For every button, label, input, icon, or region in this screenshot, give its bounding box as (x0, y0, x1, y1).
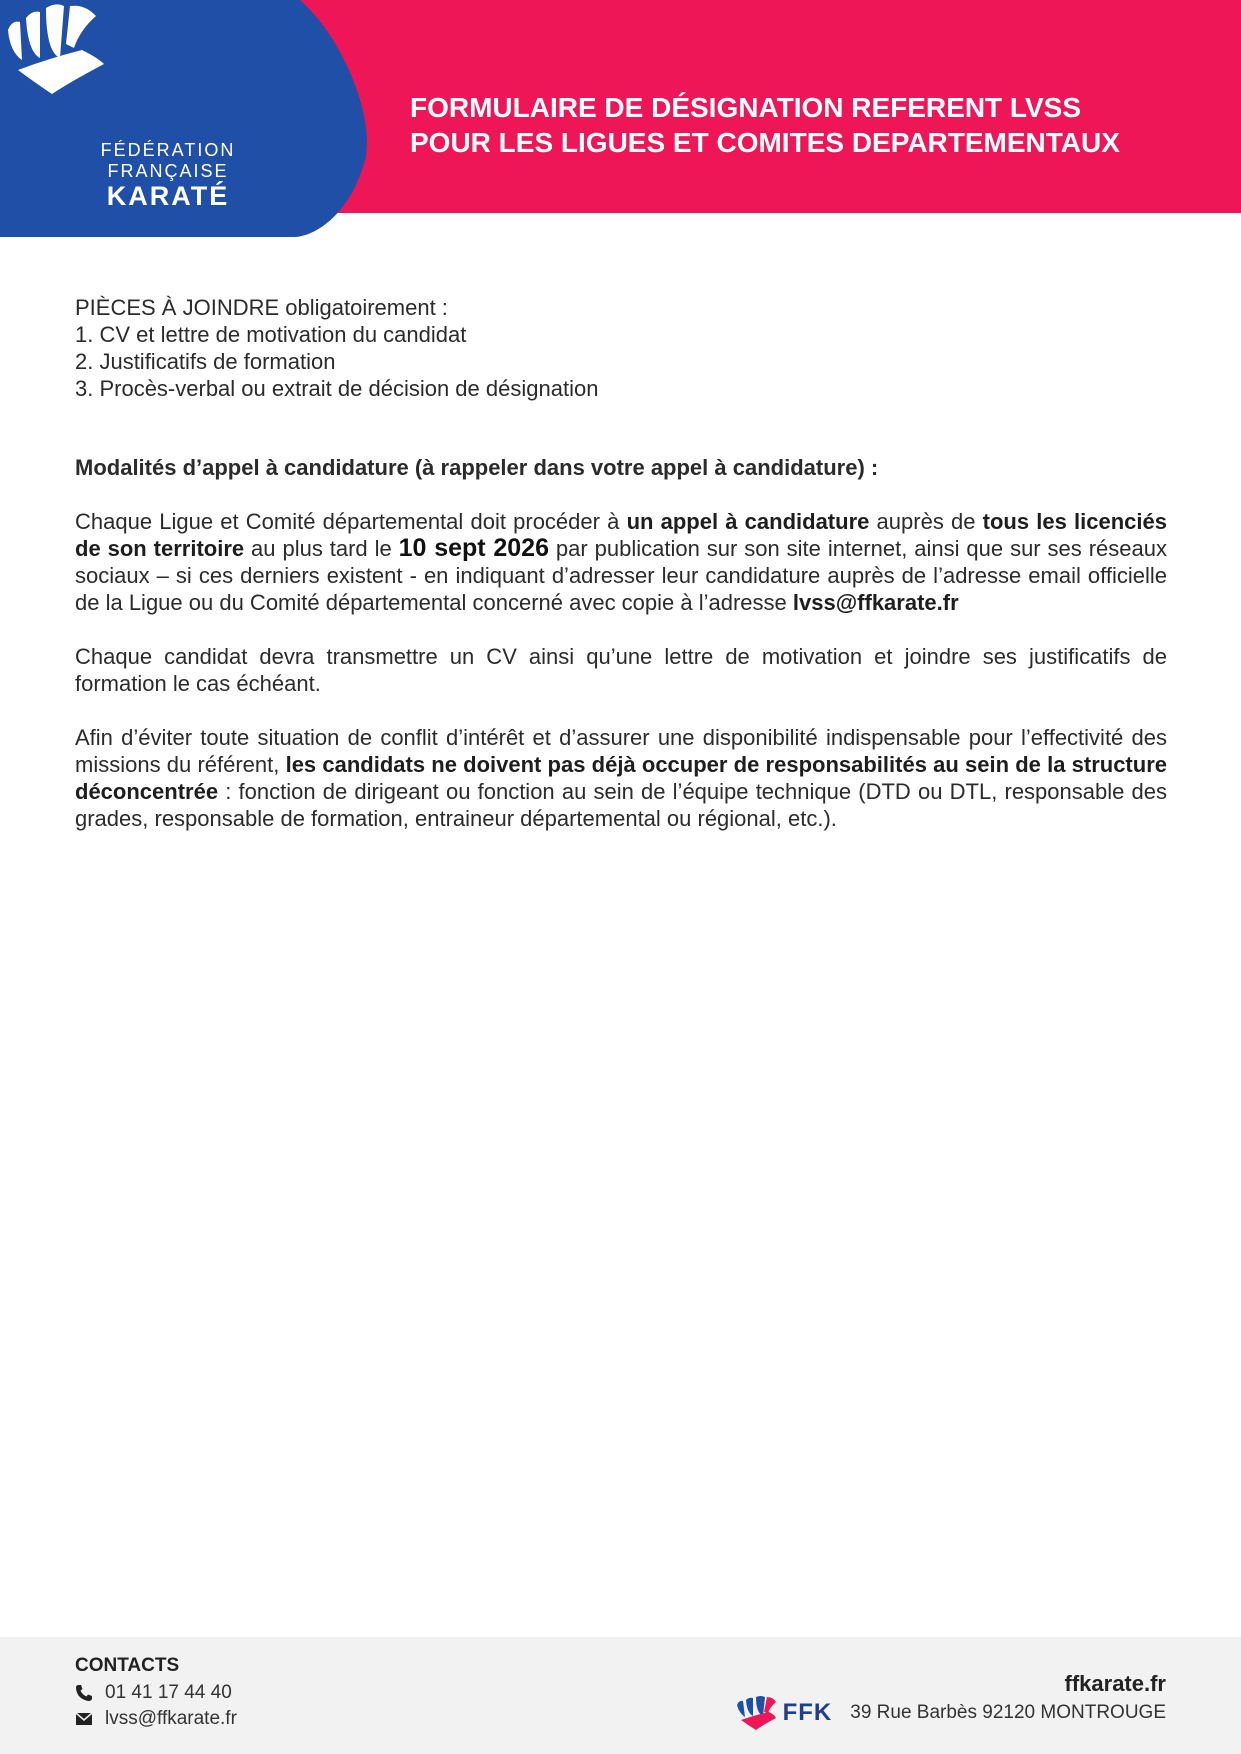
phone-icon (75, 1684, 93, 1702)
contacts-title: CONTACTS (75, 1655, 180, 1676)
logo-line-federation: FÉDÉRATION (100, 140, 236, 160)
logo-line-karate: KARATÉ (106, 181, 230, 211)
pieces-item-3: 3. Procès-verbal ou extrait de décision de désignation (75, 376, 599, 401)
contact-email-inline: lvss@ffkarate.fr (792, 590, 959, 615)
website: ffkarate.fr (1064, 1671, 1166, 1696)
postal-address: 39 Rue Barbès 92120 MONTROUGE (850, 1702, 1166, 1723)
document-body (75, 294, 1167, 859)
pieces-item-2: 2. Justificatifs de formation (75, 349, 336, 374)
emphasis-licencies: tous les licenciés de son territoire (75, 509, 1167, 561)
title-line-2: POUR LES LIGUES ET COMITES DEPARTEMENTAUX (410, 127, 1120, 158)
emphasis-appel: un appel à candidature (626, 509, 870, 534)
contact-phone (75, 1682, 232, 1704)
email-address: lvss@ffkarate.fr (105, 1708, 237, 1729)
ffk-logo-icon (735, 1695, 777, 1731)
logo-panel (0, 0, 380, 238)
pieces-heading: PIÈCES À JOINDRE obligatoirement : (75, 295, 448, 320)
logo-line-francaise: FRANÇAISE (107, 161, 229, 181)
modalites-paragraph-1: Chaque Ligue et Comité départemental doit procéder à un appel à candidature auprès de tous les licenciés de son territoire au plus tard le 10 sept 2026 par publication sur son site internet, ainsi que sur ses réseaux sociaux – si ces derniers existent - en indiquant d’adresser leur candidature auprès de l’adresse email officielle de la Ligue ou du Comité départemental concerné avec copie à l’adresse lvss@ffkarate.fr (75, 509, 1167, 615)
ffk-address-block (735, 1695, 1166, 1731)
phone-number: 01 41 17 44 40 (105, 1682, 232, 1703)
contact-email (75, 1708, 237, 1730)
ffk-text: FFK (782, 1699, 833, 1726)
emphasis-restriction: les candidats ne doivent pas déjà occuper de responsabilités au sein de la structure déconcentrée (75, 752, 1167, 804)
pieces-block (75, 294, 1167, 402)
modalites-heading: Modalités d’appel à candidature (à rappeler dans votre appel à candidature) : (75, 455, 879, 480)
mail-icon (75, 1710, 93, 1728)
karate-logo-icon (0, 0, 110, 100)
footer (0, 1637, 1241, 1754)
title-line-1: FORMULAIRE DE DÉSIGNATION REFERENT LVSS (410, 92, 1081, 123)
modalites-paragraph-3: Afin d’éviter toute situation de conflit d’intérêt et d’assurer une disponibilité indispensable pour l’effectivité des missions du référent, les candidats ne doivent pas déjà occuper de responsabilités au sein de la structure déconcentrée : fonction de dirigeant ou fonction au sein de l’équipe technique (DTD ou DTL, responsable des grades, responsable de formation, entraineur départemental ou régional, etc.). (75, 725, 1167, 831)
pieces-item-1: 1. CV et lettre de motivation du candidat (75, 322, 467, 347)
page-title (410, 90, 1210, 160)
deadline-date: 10 sept 2026 (398, 534, 549, 562)
modalites-paragraph-2: Chaque candidat devra transmettre un CV ainsi qu’une lettre de motivation et joindre ses justificatifs de formation le cas échéant. (75, 644, 1167, 696)
